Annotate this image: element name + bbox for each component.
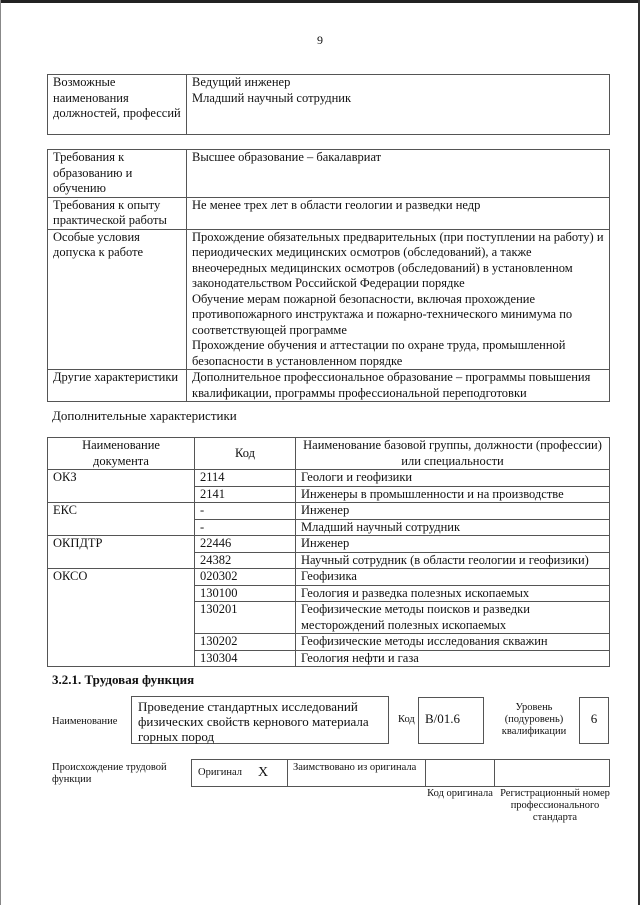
name-cell: Геофизические методы поисков и разведки месторождений полезных ископаемых — [296, 602, 610, 634]
labor-function-title: 3.2.1. Трудовая функция — [52, 672, 195, 687]
name-cell: Геология нефти и газа — [296, 650, 610, 667]
code-cell: 22446 — [195, 536, 296, 553]
function-name-box: Проведение стандартных исследований физических свойств кернового материала горных пород — [131, 696, 389, 744]
level-label: Уровень (подуровень) квалификации — [501, 702, 567, 737]
doc-okso: ОКСО — [48, 569, 195, 667]
header-code: Код — [195, 438, 296, 470]
additional-table — [47, 437, 610, 667]
table-row — [48, 536, 610, 553]
admission-label: Особые условия допуска к работе — [48, 229, 187, 370]
original-code-caption: Код оригинала — [427, 788, 493, 799]
scan-edge-left — [0, 0, 1, 905]
other-value: Дополнительное профессиональное образование – программы повышения квалификации, программы профессиональной переподготовки — [187, 370, 610, 402]
code-cell: 130304 — [195, 650, 296, 667]
code-box: B/01.6 — [418, 697, 484, 744]
code-cell: 2141 — [195, 486, 296, 503]
borrowed-cell: Заимствовано из оригинала — [288, 760, 426, 786]
position-item: Ведущий инженер — [192, 75, 291, 89]
admission-value — [187, 229, 610, 370]
name-cell: Геофизические методы исследования скважин — [296, 634, 610, 651]
table-row — [48, 569, 610, 586]
positions-label: Возможные наименования должностей, профессий — [48, 75, 187, 135]
name-cell: Геофизика — [296, 569, 610, 586]
code-label: Код — [398, 714, 415, 725]
doc-okz: ОКЗ — [48, 470, 195, 503]
code-cell: 130202 — [195, 634, 296, 651]
requirements-table — [47, 149, 610, 402]
code-cell: 2114 — [195, 470, 296, 487]
admission-item: Прохождение обучения и аттестации по охране труда, промышленной безопасности в установленном порядке — [192, 338, 566, 368]
name-cell: Младший научный сотрудник — [296, 519, 610, 536]
name-cell: Инженер — [296, 503, 610, 520]
additional-caption: Дополнительные характеристики — [52, 408, 237, 423]
name-cell: Научный сотрудник (в области геологии и геофизики) — [296, 552, 610, 569]
positions-table — [47, 74, 610, 135]
positions-values — [187, 75, 610, 135]
function-name-label: Наименование — [52, 716, 118, 727]
name-cell: Инженер — [296, 536, 610, 553]
name-cell: Инженеры в промышленности и на производстве — [296, 486, 610, 503]
scan-edge-top — [0, 0, 640, 3]
reg-number-cell — [495, 760, 609, 786]
original-label: Оригинал — [198, 767, 242, 778]
name-cell: Геологи и геофизики — [296, 470, 610, 487]
doc-okpdtr: ОКПДТР — [48, 536, 195, 569]
code-cell: - — [195, 503, 296, 520]
original-code-cell — [426, 760, 495, 786]
code-cell: 24382 — [195, 552, 296, 569]
header-name: Наименование базовой группы, должности (профессии) или специальности — [296, 438, 610, 470]
table-row — [48, 503, 610, 520]
origin-row — [191, 759, 610, 787]
page-number: 9 — [317, 33, 323, 47]
table-row — [48, 470, 610, 487]
admission-item: Прохождение обязательных предварительных (при поступлении на работу) и периодических медицинских осмотров (обследований), а также внеочередных медицинских осмотров (обследований) в установленном законодательством Российской Федерации порядке — [192, 229, 604, 290]
name-cell: Геология и разведка полезных ископаемых — [296, 585, 610, 602]
admission-item: Обучение мерам пожарной безопасности, включая прохождение противопожарного инструктажа и пожарно-технического минимума по соответствующей программе — [192, 291, 573, 337]
level-box: 6 — [579, 697, 609, 744]
other-label: Другие характеристики — [48, 370, 187, 402]
experience-value: Не менее трех лет в области геологии и разведки недр — [187, 197, 610, 229]
doc-eks: ЕКС — [48, 503, 195, 536]
code-cell: - — [195, 519, 296, 536]
original-cell — [192, 760, 288, 786]
code-cell: 020302 — [195, 569, 296, 586]
original-mark: X — [258, 765, 269, 780]
experience-label: Требования к опыту практической работы — [48, 197, 187, 229]
header-document: Наименование документа — [48, 438, 195, 470]
education-label: Требования к образованию и обучению — [48, 150, 187, 198]
position-item: Младший научный сотрудник — [192, 90, 352, 105]
reg-number-caption: Регистрационный номер профессионального стандарта — [500, 788, 610, 823]
code-cell: 130100 — [195, 585, 296, 602]
education-value: Высшее образование – бакалавриат — [187, 150, 610, 198]
code-cell: 130201 — [195, 602, 296, 634]
origin-label: Происхождение трудовой функции — [52, 762, 167, 785]
